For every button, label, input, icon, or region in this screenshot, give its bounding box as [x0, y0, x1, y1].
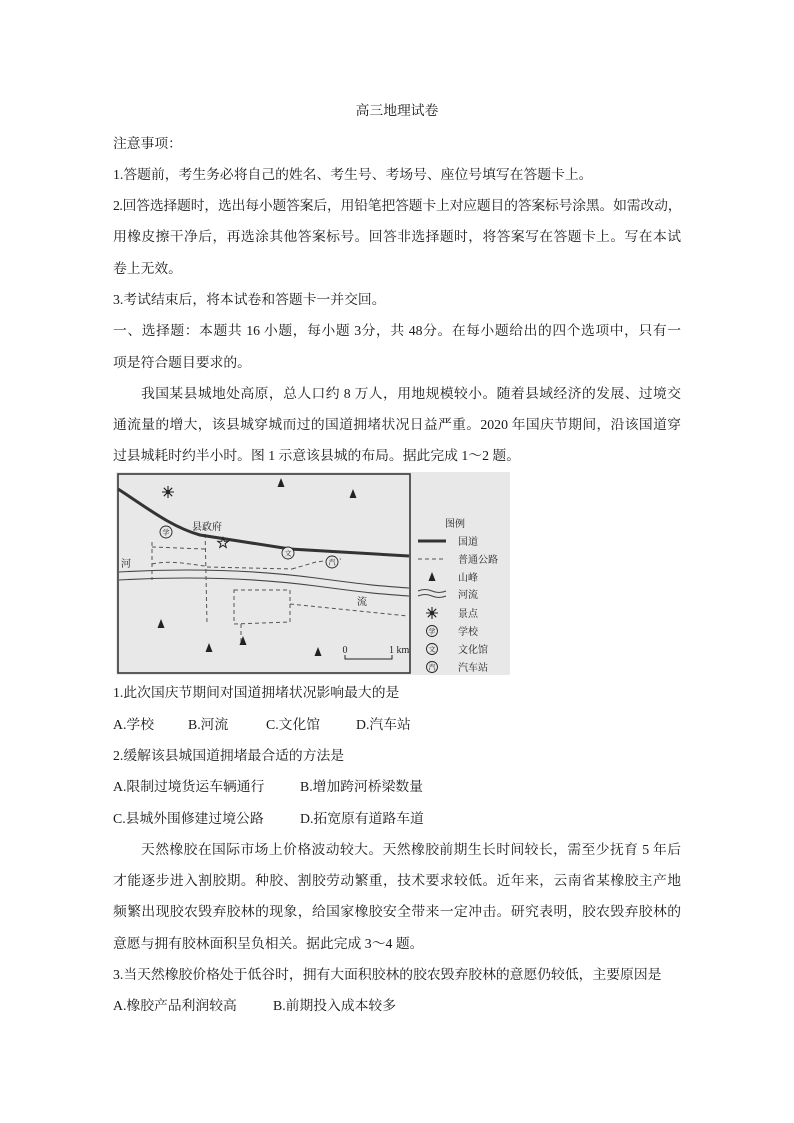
passage-2-line-3: 频繁出现胶农毁弃胶林的现象，给国家橡胶安全带来一定冲击。研究表明，胶农毁弃胶林的: [113, 904, 681, 920]
question-2-options-row-2: [113, 803, 681, 834]
passage-1-line-1: 我国某县城地处高原，总人口约 8 万人，用地规模较小。随着县域经济的发展、过境交: [141, 385, 681, 401]
school-icon: [160, 526, 172, 538]
legend-ordinary-road-label: 普通公路: [458, 555, 498, 566]
legend-river-label: 河流: [458, 590, 478, 601]
county-layout-map: [116, 472, 510, 675]
river-label-right: 流: [357, 597, 367, 608]
notice-item-1: 1.答题前，考生务必将自己的姓名、考生号、考场号、座位号填写在答题卡上。: [113, 166, 593, 182]
legend-culture-center-glyph: 文: [428, 645, 436, 654]
culture-center-icon: [282, 547, 294, 559]
legend-school-icon: [427, 626, 438, 637]
question-1-option-d: D.汽车站: [356, 716, 411, 732]
school-glyph: 学: [162, 528, 170, 537]
question-3-stem: 3.当天然橡胶价格处于低谷时，拥有大面积胶林的胶农毁弃胶林的意愿仍较低，主要原因是: [113, 967, 662, 983]
question-2-stem: 2.缓解该县城国道拥堵最合适的方法是: [113, 747, 345, 763]
question-2-option-a: A.限制过境货运车辆通行: [113, 779, 265, 795]
section-heading-line-2: 项是符合题目要求的。: [113, 354, 251, 370]
legend-school-label: 学校: [458, 627, 478, 638]
river-label-left: 河: [121, 559, 131, 570]
legend-culture-center-label: 文化馆: [458, 645, 488, 656]
bus-station-icon: [326, 556, 338, 568]
legend-bus-station-glyph: 汽: [428, 663, 436, 672]
legend-bus-station-icon: [427, 662, 438, 673]
legend-national-road-label: 国道: [458, 537, 478, 548]
passage-1-line-3: 过县城耗时约半小时。图 1 示意该县城的布局。据此完成 1～2 题。: [113, 448, 521, 464]
legend-bus-station-label: 汽车站: [458, 663, 488, 674]
county-government-label: 县政府: [192, 522, 222, 533]
notice-item-2-line-1: 2.回答选择题时，选出每小题答案后，用铅笔把答题卡上对应题目的答案标号涂黑。如需改动，: [113, 198, 681, 214]
legend-school-glyph: 学: [428, 627, 436, 636]
question-3-options: [113, 990, 681, 1021]
culture-center-glyph: 文: [284, 549, 292, 558]
question-3-option-a: A.橡胶产品利润较高: [113, 998, 237, 1014]
figure-background: [116, 472, 510, 675]
question-2-options-row-1: [113, 771, 681, 802]
question-1-stem: 1.此次国庆节期间对国道拥堵状况影响最大的是: [113, 685, 400, 701]
instructions-and-passage-1: [113, 128, 681, 472]
notice-item-2-line-2: 用橡皮擦干净后，再选涂其他答案标号。回答非选择题时，将答案写在答题卡上。写在本试: [113, 229, 681, 245]
question-3-option-b: B.前期投入成本较多: [273, 998, 397, 1014]
passage-2-line-1: 天然橡胶在国际市场上价格波动较大。天然橡胶前期生长时间较长，需至少抚育 5 年后: [141, 841, 681, 857]
question-1-options: [113, 709, 681, 740]
passage-1-line-2: 通流量的增大，该县城穿城而过的国道拥堵状况日益严重。2020 年国庆节期间，沿该国道穿: [113, 417, 681, 433]
question-1-option-b: B.河流: [188, 716, 229, 732]
question-1-option-a: A.学校: [113, 716, 155, 732]
legend-mountain-label: 山峰: [458, 573, 478, 584]
scale-zero-label: 0: [342, 645, 348, 656]
legend-culture-center-icon: [427, 644, 438, 655]
notice-item-3: 3.考试结束后，将本试卷和答题卡一并交回。: [113, 291, 386, 307]
notice-item-2-line-3: 卷上无效。: [113, 260, 182, 276]
questions-section: [113, 677, 681, 1021]
question-2-option-b: B.增加跨河桥梁数量: [300, 779, 424, 795]
passage-2-line-4: 意愿与拥有胶林面积呈负相关。据此完成 3～4 题。: [113, 935, 424, 951]
legend-scenic-spot-label: 景点: [458, 609, 478, 620]
question-2-option-c: C.县城外围修建过境公路: [113, 810, 264, 826]
scale-distance-label: 1 km: [389, 645, 410, 656]
notice-heading: 注意事项：: [113, 135, 182, 151]
bus-station-glyph: 汽: [328, 558, 336, 567]
passage-2-line-2: 才能逐步进入割胶期。种胶、割胶劳动繁重，技术要求较低。近年来，云南省某橡胶主产地: [113, 873, 681, 889]
question-2-option-d: D.拓宽原有道路车道: [300, 810, 424, 826]
section-heading-line-1: 一、选择题：本题共 16 小题，每小题 3分，共 48分。在每小题给出的四个选项中，只有一: [113, 323, 681, 339]
question-1-option-c: C.文化馆: [266, 716, 321, 732]
exam-title: 高三地理试卷: [355, 102, 439, 118]
legend-title: 图例: [445, 519, 465, 530]
